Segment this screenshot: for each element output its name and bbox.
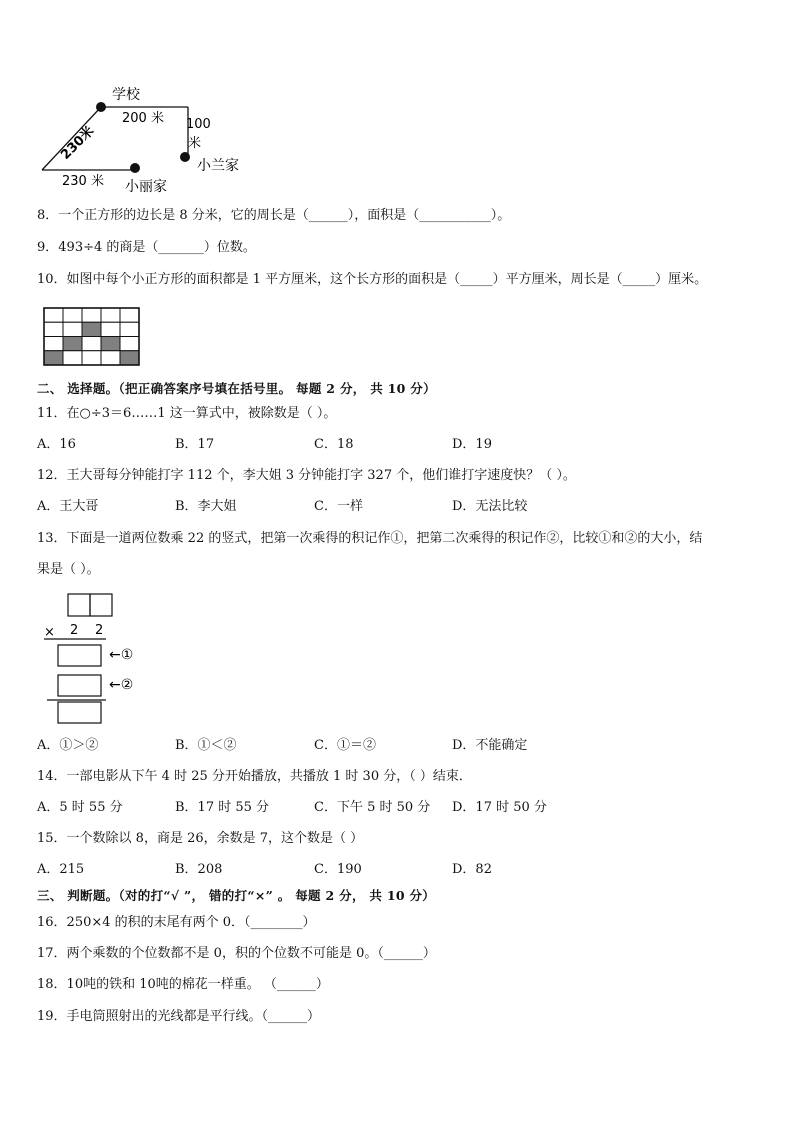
grid-cell-shaded: [101, 337, 120, 351]
q14-option-d: D．17 时 50 分: [452, 800, 547, 815]
q12-option-b: B．李大姐: [175, 499, 237, 514]
q11-option-c: C．18: [314, 437, 354, 452]
lan-home-label: 小兰家: [197, 158, 239, 174]
question-13-line-1: 13．下面是一道两位数乘 22 的竖式，把第一次乘得的积记作①，把第二次乘得的积记作②，比较①和②的大小，结: [37, 531, 703, 546]
product-1-arrow-label: ←①: [109, 647, 134, 663]
grid-cell: [63, 351, 82, 365]
grid-cell: [120, 337, 139, 351]
q11-option-a: A．16: [37, 437, 76, 452]
grid-cell: [101, 322, 120, 336]
q15-option-c: C．190: [314, 862, 362, 877]
question-14: 14．一部电影从下午 4 时 25 分开始播放，共播放 1 时 30 分，（ ）结束．: [37, 769, 472, 784]
q12-option-c: C．一样: [314, 499, 363, 514]
question-19: 19．手电筒照射出的光线都是平行线。（______）: [37, 1009, 321, 1024]
top-distance-label: 200 米: [122, 111, 164, 126]
question-8: 8．一个正方形的边长是 8 分米，它的周长是（______），面积是（___________）。: [37, 208, 511, 223]
grid-cell: [44, 322, 63, 336]
q15-option-d: D．82: [452, 862, 492, 877]
slant-distance-label: 230米: [58, 123, 98, 163]
q13-option-b: B．①＜②: [175, 738, 237, 753]
question-10: 10．如图中每个小正方形的面积都是 1 平方厘米，这个长方形的面积是（_____）平方厘米，周长是（_____）厘米。: [37, 272, 708, 287]
grid-cell-shaded: [44, 351, 63, 365]
q12-option-d: D．无法比较: [452, 499, 528, 514]
section-2-heading: 二、 选择题。（把正确答案序号填在括号里。 每题 2 分， 共 10 分）: [37, 381, 436, 396]
bottom-distance-label: 230 米: [62, 174, 104, 189]
q14-option-a: A．5 时 55 分: [37, 800, 123, 815]
right-distance-unit: 米: [188, 136, 202, 151]
grid-cell: [63, 322, 82, 336]
vertical-multiplication-figure: [40, 592, 160, 727]
grid-cell: [101, 351, 120, 365]
q13-option-a: A．①＞②: [37, 738, 99, 753]
grid-cell: [120, 308, 139, 322]
school-dot: [96, 102, 106, 112]
q14-option-b: B．17 时 55 分: [175, 800, 270, 815]
grid-cell: [82, 308, 101, 322]
q14-option-c: C．下午 5 时 50 分: [314, 800, 431, 815]
question-15: 15．一个数除以 8，商是 26，余数是 7，这个数是（ ）: [37, 831, 364, 846]
grid-cell: [120, 322, 139, 336]
grid-cell: [82, 337, 101, 351]
q15-option-a: A．215: [37, 862, 85, 877]
li-home-dot: [130, 163, 140, 173]
times-sign: ×: [44, 625, 55, 640]
q15-option-b: B．208: [175, 862, 223, 877]
school-label: 学校: [112, 87, 140, 103]
rectangle-grid-figure: [43, 307, 141, 367]
question-17: 17．两个乘数的个位数都不是 0，积的个位数不可能是 0。（______）: [37, 946, 436, 961]
grid-cell-shaded: [120, 351, 139, 365]
grid-cell-shaded: [82, 322, 101, 336]
section-3-heading: 三、 判断题。（对的打“√ ”， 错的打“×” 。 每题 2 分， 共 10 分）: [37, 888, 436, 903]
lan-home-dot: [180, 152, 190, 162]
question-9: 9．493÷4 的商是（_______）位数。: [37, 240, 256, 255]
grid-cell-shaded: [63, 337, 82, 351]
multiplier-ones-digit: 2: [95, 623, 104, 638]
q11-option-d: D．19: [452, 437, 492, 452]
right-distance-number: 100: [186, 117, 211, 132]
question-12: 12．王大哥每分钟能打字 112 个，李大姐 3 分钟能打字 327 个，他们谁打字速度快？（ ）。: [37, 468, 576, 483]
grid-cell: [101, 308, 120, 322]
q13-option-c: C．①＝②: [314, 738, 376, 753]
question-13-line-2: 果是（ ）。: [37, 562, 100, 577]
question-11: 11．在○÷3＝6……1 这一算式中，被除数是（ ）。: [37, 406, 337, 421]
q13-option-d: D．不能确定: [452, 738, 528, 753]
question-18: 18．10吨的铁和 10吨的棉花一样重。 （______）: [37, 977, 329, 992]
grid-cell: [44, 308, 63, 322]
route-map-diagram: [30, 80, 260, 200]
question-16: 16．250×4 的积的末尾有两个 0．（________）: [37, 915, 316, 930]
grid-cell: [82, 351, 101, 365]
route-lines: [42, 107, 188, 170]
li-home-label: 小丽家: [125, 179, 167, 195]
grid-cell: [63, 308, 82, 322]
grid-cell: [44, 337, 63, 351]
q11-option-b: B．17: [175, 437, 215, 452]
product-2-arrow-label: ←②: [109, 677, 134, 693]
multiplier-tens-digit: 2: [70, 623, 79, 638]
q12-option-a: A．王大哥: [37, 499, 99, 514]
